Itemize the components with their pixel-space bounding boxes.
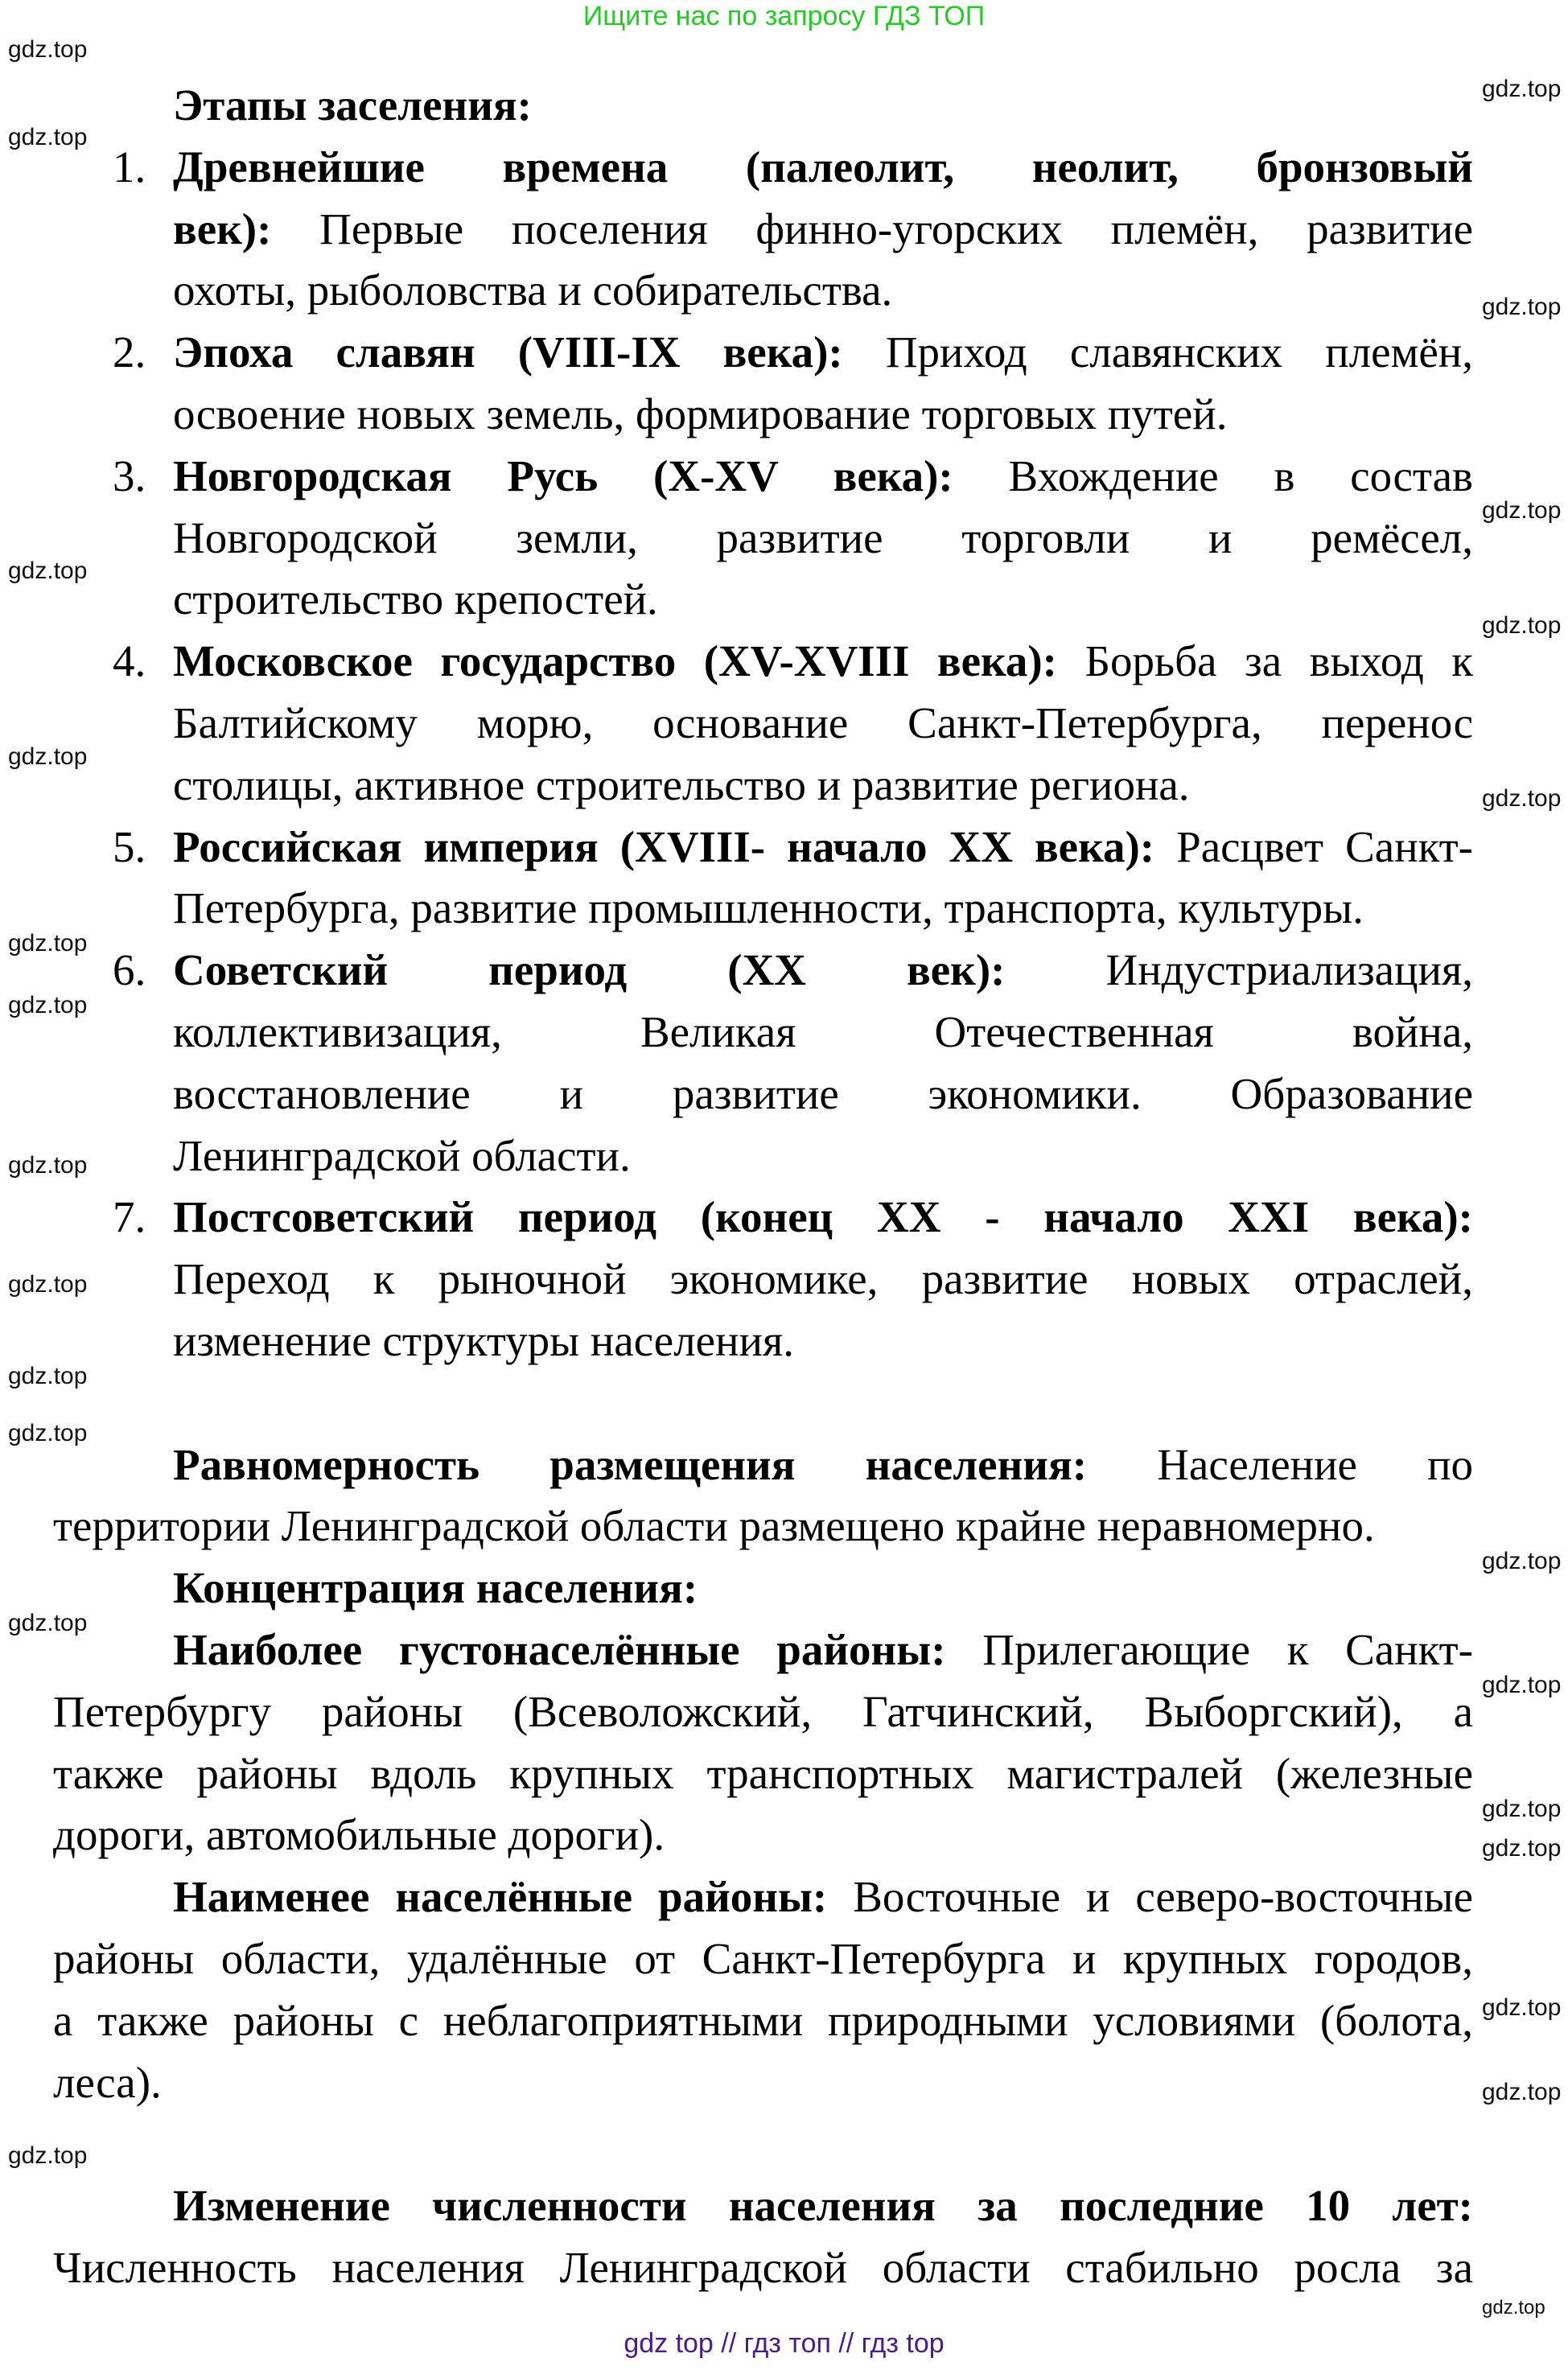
text-line [173,1125,631,1187]
text-row [0,1990,1568,2052]
body-text: Восточные и северо-восточные [853,1872,1473,1922]
heading-text: Этапы заселения: [173,80,532,130]
text-line [173,260,892,322]
text-line [173,1249,1473,1310]
body-text: районы области, удалённые от Санкт-Петербурга и крупных городов, [53,1933,1473,1983]
body-text: Расцвет Санкт- [1176,821,1473,871]
text-row [0,508,1568,570]
text-row [0,199,1568,261]
text-row [0,1187,1568,1249]
section-heading [173,1557,698,1619]
watermark: gdz.top [8,124,88,150]
body-text: Балтийскому морю, основание Санкт-Петербурга, перенос [173,697,1473,747]
text-row [0,75,1568,137]
body-text: Индустриализация, [1105,945,1474,995]
watermark: gdz.top [1482,76,1562,102]
text-row [0,569,1568,631]
text-line [173,569,658,631]
watermark: gdz.top [1482,497,1562,524]
text-line [53,1681,1473,1743]
body-text: территории Ленинградской области размещено крайне неравномерно. [53,1501,1375,1551]
body-text: изменение структуры населения. [173,1315,794,1365]
watermark: gdz.top [8,743,88,770]
text-row [0,755,1568,817]
watermark: gdz.top [1482,2297,1545,2319]
text-row [0,1064,1568,1125]
text-line [173,384,1227,446]
text-line [173,2175,1473,2237]
text-row [0,1372,1568,1434]
text-line [53,1496,1375,1557]
text-row [0,1249,1568,1310]
body-text: Ленинградской области. [173,1130,631,1180]
watermark: gdz.top [8,558,88,584]
watermark: gdz.top [1482,785,1562,812]
text-row [0,137,1568,199]
footer-links[interactable]: gdz top // гдз топ // гдз top [623,2328,945,2359]
text-line [173,508,1473,570]
text-line [53,2237,1473,2299]
watermark: gdz.top [1482,2079,1562,2105]
list-number: 2. [113,327,146,377]
bold-term: Равномерность размещения населения: [173,1439,1088,1489]
watermark: gdz.top [1482,1672,1562,1698]
body-text: а также районы с неблагоприятными природными условиями (болота, [53,1995,1473,2045]
text-row [0,1619,1568,1681]
bold-term: Наиболее густонаселённые районы: [173,1624,946,1674]
bold-term: век): [173,204,272,253]
body-text: охоты, рыболовства и собирательства. [173,265,893,315]
text-row [0,322,1568,384]
list-number: 1. [113,142,146,191]
watermark: gdz.top [8,1271,88,1298]
body-text: строительство крепостей. [173,574,658,624]
text-row [0,2113,1568,2175]
body-text: Численность населения Ленинградской области стабильно росла за [53,2242,1473,2292]
text-line [173,1619,1473,1681]
text-row [0,878,1568,940]
document-body [0,75,1568,2299]
body-text: леса). [53,2057,162,2107]
list-number: 4. [113,636,146,686]
body-text: Первые поселения финно-угорских племён, развитие [319,204,1473,253]
body-text: Приход славянских племён, [885,327,1473,377]
text-line [53,2052,162,2114]
text-line [173,693,1473,755]
text-row [0,1681,1568,1743]
text-line [173,1002,1473,1064]
watermark: gdz.top [8,1363,88,1389]
text-line [173,631,1473,693]
watermark: gdz.top [8,1420,88,1446]
text-line [53,1804,665,1866]
watermark: gdz.top [1482,294,1562,320]
bold-term: Древнейшие времена (палеолит, неолит, бронзовый [173,142,1473,191]
text-line [173,817,1473,878]
body-text: столицы, активное строительство и развитие региона. [173,759,1190,809]
text-row [0,1804,1568,1866]
body-text: освоение новых земель, формирование торговых путей. [173,389,1228,438]
text-line [173,1434,1473,1496]
bold-term: Эпоха славян (VIII-IX века): [173,327,843,377]
bold-term: Новгородская Русь (X-XV века): [173,451,953,500]
text-line [173,878,1364,940]
body-text: Петербурга, развитие промышленности, транспорта, культуры. [173,883,1364,933]
text-line [173,137,1473,199]
text-line [173,199,1473,261]
text-row [0,2175,1568,2237]
bold-term: Наименее населённые районы: [173,1872,828,1922]
text-line [173,1064,1473,1125]
text-row [0,446,1568,508]
heading-text: Концентрация населения: [173,1563,698,1613]
text-row [0,1557,1568,1619]
watermark: gdz.top [8,1152,88,1179]
text-row [0,1743,1568,1805]
text-row [0,1866,1568,1928]
watermark: gdz.top [1482,1796,1562,1822]
text-row [0,260,1568,322]
body-text: Вхождение в состав [1008,451,1474,500]
body-text: Прилегающие к Санкт- [982,1624,1473,1674]
body-text: Переход к рыночной экономике, развитие новых отраслей, [173,1254,1473,1304]
body-text: Новгородской земли, развитие торговли и ремёсел, [173,512,1473,562]
watermark: gdz.top [1482,612,1562,639]
text-row [0,1434,1568,1496]
bold-term: Советский период (XX век): [173,945,1006,995]
text-row [0,1125,1568,1187]
watermark: gdz.top [1482,1835,1562,1862]
list-number: 6. [113,945,146,995]
text-row [0,631,1568,693]
body-text: восстановление и развитие экономики. Образование [173,1068,1473,1118]
text-line [173,446,1473,508]
bold-term: Московское государство (XV-XVIII века): [173,636,1057,686]
body-text: коллективизация, Великая Отечественная война, [173,1006,1473,1056]
text-line [173,940,1473,1002]
watermark: gdz.top [8,36,88,63]
text-row [0,1496,1568,1557]
list-number: 7. [113,1192,146,1242]
body-text: Борьба за выход к [1084,636,1473,686]
search-banner: Ищите нас по запросу ГДЗ ТОП [582,1,986,31]
bold-term: Постсоветский период (конец XX - начало XXI века): [173,1192,1473,1242]
watermark: gdz.top [8,992,88,1018]
text-line [173,1866,1473,1928]
text-row [0,817,1568,878]
body-text: Население по [1157,1439,1474,1489]
text-row [0,940,1568,1002]
text-line [173,1187,1473,1249]
watermark: gdz.top [8,930,88,957]
text-row [0,2052,1568,2114]
watermark: gdz.top [1482,1548,1562,1574]
text-row [0,2237,1568,2299]
body-text: дороги, автомобильные дороги). [53,1810,665,1860]
text-line [53,1928,1473,1990]
text-line [53,1990,1473,2052]
list-number: 5. [113,821,146,871]
bold-term: Российская империя (XVIII- начало XX века): [173,821,1155,871]
text-row [0,384,1568,446]
text-row [0,1310,1568,1372]
text-line [173,1310,794,1372]
watermark: gdz.top [8,1610,88,1636]
watermark: gdz.top [8,2142,88,2169]
text-line [173,755,1190,817]
text-row [0,693,1568,755]
body-text: также районы вдоль крупных транспортных магистралей (железные [53,1748,1473,1798]
list-number: 3. [113,451,146,500]
watermark: gdz.top [1482,1994,1562,2021]
body-text: Петербургу районы (Всеволожский, Гатчинский, Выборгский), а [53,1686,1473,1736]
text-line [53,1743,1473,1805]
section-heading [173,75,532,137]
text-row [0,1002,1568,1064]
bold-term: Изменение численности населения за последние 10 лет: [173,2181,1473,2231]
text-row [0,1928,1568,1990]
text-line [173,322,1473,384]
